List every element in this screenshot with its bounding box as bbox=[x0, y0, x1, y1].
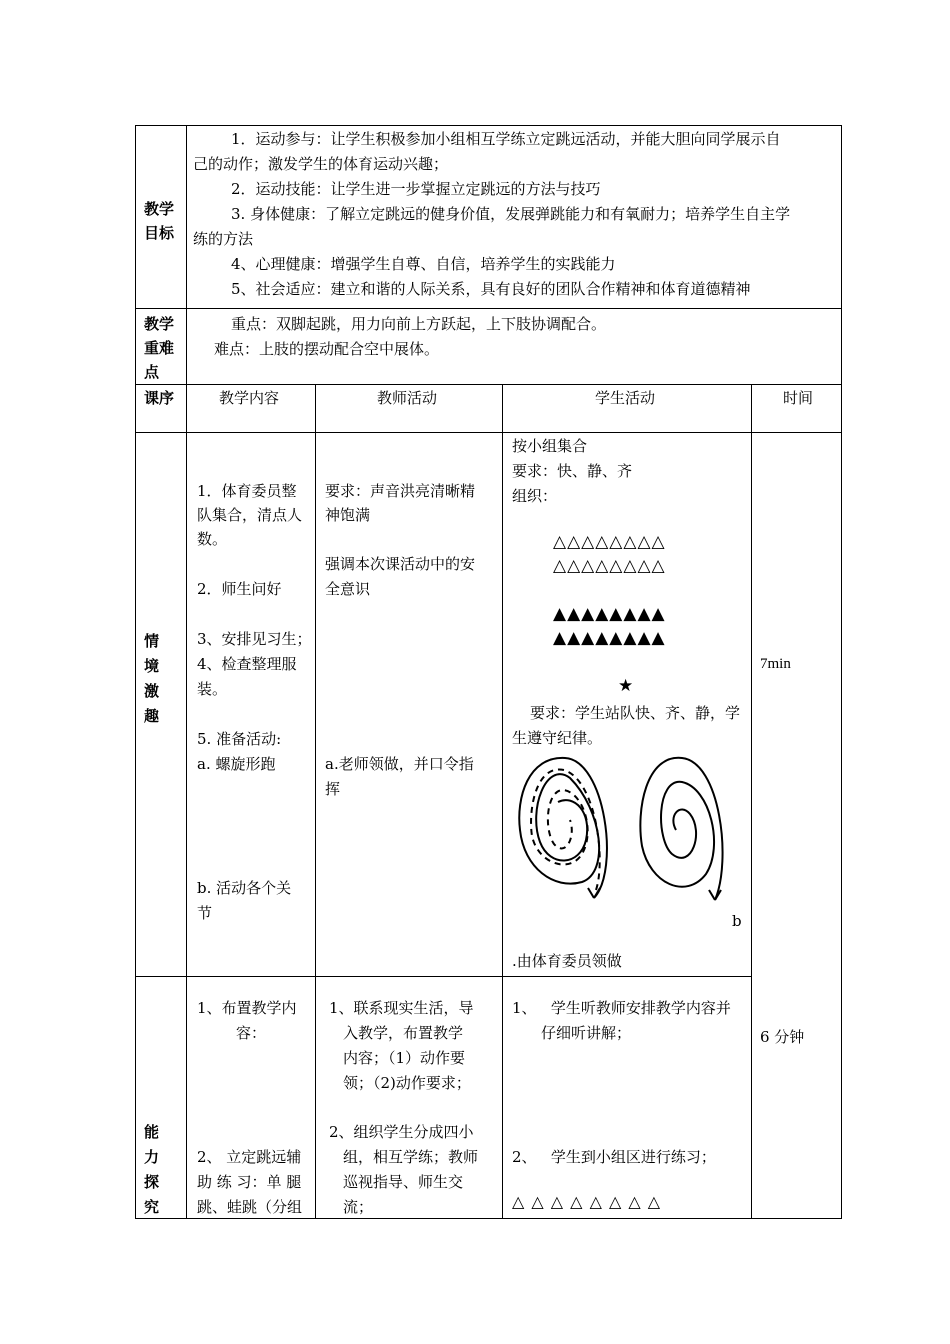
formation-row-open-1: △△△△△△△△ bbox=[553, 532, 666, 552]
header-seq: 课序 bbox=[144, 389, 175, 407]
section1-name-2: 境 bbox=[144, 657, 160, 675]
s1-content-5: 3、安排见习生； bbox=[197, 630, 312, 648]
s1-student-4: 要求：学生站队快、齐、静，学 bbox=[530, 704, 741, 722]
keypoints-label-3: 点 bbox=[144, 363, 160, 381]
section2-name-4: 究 bbox=[144, 1198, 160, 1216]
keypoints-label-1: 教学 bbox=[144, 315, 175, 333]
objective-line-7: 5、社会适应：建立和谐的人际关系，具有良好的团队合作精神和体育道德精神 bbox=[231, 280, 751, 298]
s1-student-3: 组织： bbox=[512, 487, 558, 505]
s2-teacher-1: 1、联系现实生活，导 bbox=[329, 999, 474, 1017]
table-divider-teacher bbox=[502, 384, 503, 1218]
s1-content-8: 5. 准备活动: bbox=[197, 730, 282, 748]
keypoints-label-2: 重难 bbox=[144, 339, 175, 357]
s2-content-4: 助 练 习：单 腿 bbox=[197, 1173, 302, 1191]
s2-teacher-4: 领；（2)动作要求； bbox=[343, 1074, 471, 1092]
s1-student-5: 生遵守纪律。 bbox=[512, 729, 603, 747]
s1-teacher-2: 神饱满 bbox=[325, 506, 371, 524]
formation-row-filled-1: ▲▲▲▲▲▲▲▲ bbox=[553, 604, 666, 624]
s2-teacher-3: 内容；（1）动作要 bbox=[343, 1049, 466, 1067]
objective-line-1: 1．运动参与：让学生积极参加小组相互学练立定跳远活动，并能大胆向同学展示自 bbox=[231, 130, 781, 148]
table-border-top bbox=[135, 125, 842, 126]
s1-content-1: 1．体育委员整 bbox=[197, 482, 297, 500]
s2-content-3: 2、 立定跳远辅 bbox=[197, 1148, 302, 1166]
row-divider-header bbox=[135, 432, 842, 433]
s2-teacher-7: 巡视指导、师生交 bbox=[343, 1173, 464, 1191]
objectives-label-2: 目标 bbox=[144, 224, 175, 242]
section2-name-2: 力 bbox=[144, 1148, 160, 1166]
header-teacher: 教师活动 bbox=[377, 389, 438, 407]
section1-name-3: 激 bbox=[144, 682, 160, 700]
table-border-left bbox=[135, 125, 136, 1218]
objective-line-4: 3. 身体健康：了解立定跳远的健身价值，发展弹跳能力和有氧耐力；培养学生自主学 bbox=[231, 205, 791, 223]
table-divider-student bbox=[751, 384, 752, 1218]
table-divider-content bbox=[315, 384, 316, 1218]
s2-teacher-2: 入教学，布置教学 bbox=[343, 1024, 464, 1042]
s1-content-4: 2．师生问好 bbox=[197, 580, 282, 598]
s2-content-1: 1、布置教学内 bbox=[197, 999, 297, 1017]
section1-name-1: 情 bbox=[144, 632, 160, 650]
difficulty-point: 难点：上肢的摆动配合空中展体。 bbox=[214, 340, 440, 358]
s2-student-1: 1、 学生听教师安排教学内容并 bbox=[512, 999, 731, 1017]
section1-name-4: 趣 bbox=[144, 707, 160, 725]
s1-content-3: 数。 bbox=[197, 530, 228, 548]
s1-teacher-3: 强调本次课活动中的安 bbox=[325, 555, 476, 573]
objective-line-6: 4、心理健康：增强学生自尊、自信，培养学生的实践能力 bbox=[231, 255, 616, 273]
s2-student-2: 仔细听讲解； bbox=[541, 1024, 632, 1042]
spiral-run-diagram bbox=[510, 750, 750, 910]
row-divider-keypoints bbox=[135, 384, 842, 385]
s1-content-9: a. 螺旋形跑 bbox=[197, 755, 276, 773]
s1-content-6: 4、检查整理服 bbox=[197, 655, 297, 673]
s1-content-7: 装。 bbox=[197, 680, 228, 698]
s2-teacher-6: 组，相互学练；教师 bbox=[343, 1148, 479, 1166]
table-divider-label bbox=[186, 125, 187, 1218]
formation-row-open-2: △△△△△△△△ bbox=[553, 556, 666, 576]
objective-line-3: 2．运动技能：让学生进一步掌握立定跳远的方法与技巧 bbox=[231, 180, 601, 198]
objectives-label-1: 教学 bbox=[144, 200, 175, 218]
spiral-left-outer bbox=[519, 758, 607, 898]
s2-time: 6 分钟 bbox=[760, 1028, 805, 1046]
s1-teacher-6: 挥 bbox=[325, 780, 341, 798]
spiral-left-icon bbox=[519, 758, 607, 898]
s2-student-3: 2、 学生到小组区进行练习； bbox=[512, 1148, 716, 1166]
objective-line-2: 己的动作；激发学生的体育运动兴趣； bbox=[193, 155, 449, 173]
header-time: 时间 bbox=[783, 389, 814, 407]
row-divider-section1-student bbox=[502, 976, 751, 977]
s1-content-2: 队集合，清点人 bbox=[197, 506, 303, 524]
s1-content-11: 节 bbox=[197, 904, 213, 922]
spiral-right-icon bbox=[640, 758, 722, 900]
s2-formation-row: △ △ △ △ △ △ △ △ bbox=[512, 1192, 662, 1211]
s1-student-6: .由体育委员领做 bbox=[512, 952, 622, 970]
header-content: 教学内容 bbox=[219, 389, 280, 407]
s1-teacher-4: 全意识 bbox=[325, 580, 371, 598]
s1-time: 7min bbox=[760, 656, 791, 672]
s2-content-2: 容： bbox=[236, 1024, 267, 1042]
s2-teacher-8: 流； bbox=[343, 1198, 374, 1216]
formation-row-filled-2: ▲▲▲▲▲▲▲▲ bbox=[553, 628, 666, 648]
row-divider-objectives bbox=[135, 308, 842, 309]
s2-teacher-5: 2、组织学生分成四小 bbox=[329, 1123, 474, 1141]
s1-student-2: 要求：快、静、齐 bbox=[512, 462, 633, 480]
section2-name-3: 探 bbox=[144, 1173, 160, 1191]
diagram-b-label: b bbox=[732, 912, 742, 930]
section2-name-1: 能 bbox=[144, 1123, 160, 1141]
row-divider-section1-left bbox=[135, 976, 502, 977]
s1-content-10: b. 活动各个关 bbox=[197, 879, 292, 897]
table-border-right bbox=[841, 125, 842, 1218]
focus-point: 重点：双脚起跳，用力向前上方跃起，上下肢协调配合。 bbox=[231, 315, 607, 333]
objective-line-5: 练的方法 bbox=[193, 230, 254, 248]
s2-content-5: 跳、蛙跳（分组 bbox=[197, 1198, 303, 1216]
s1-student-1: 按小组集合 bbox=[512, 437, 588, 455]
teacher-star-icon: ★ bbox=[618, 676, 635, 696]
header-student: 学生活动 bbox=[595, 389, 656, 407]
s1-teacher-5: a.老师领做，并口令指 bbox=[325, 755, 474, 773]
s1-teacher-1: 要求：声音洪亮清晰精 bbox=[325, 482, 476, 500]
